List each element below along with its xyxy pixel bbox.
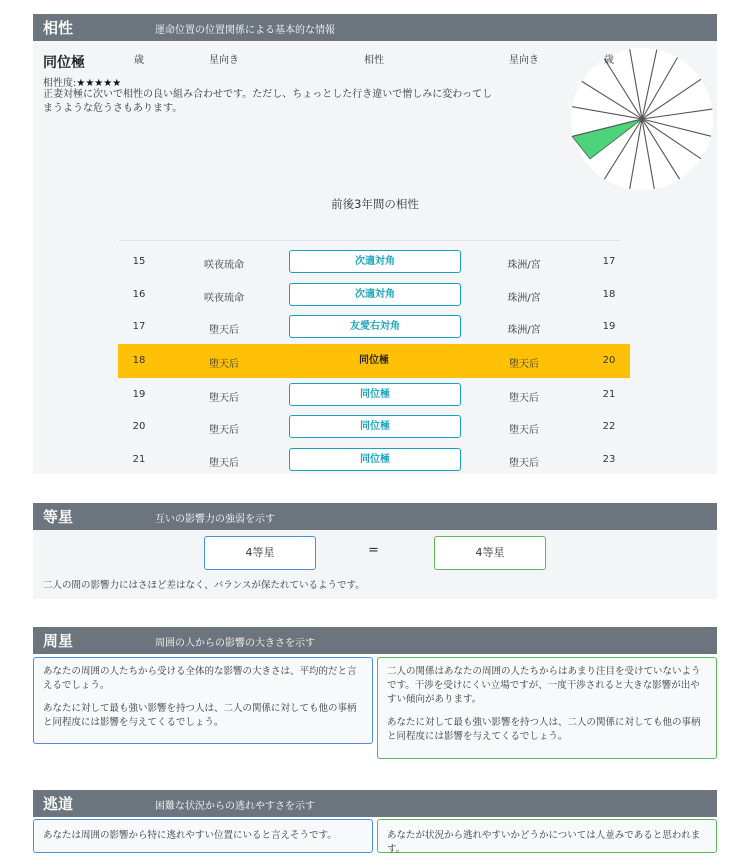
star-left: 咲夜琉命 xyxy=(204,293,244,304)
match-button[interactable]: 同位極 xyxy=(289,415,461,438)
table-caption: 前後3年間の相性 xyxy=(331,197,419,211)
age-left: 17 xyxy=(132,321,146,332)
star-right: 堕天后 xyxy=(509,393,539,404)
right-magnitude-box: 4等星 xyxy=(434,536,546,570)
tonso-left-card xyxy=(33,819,373,853)
shusei-right-paragraph: あなたに対して最も強い影響を持つ人は、二人の関係に対しても他の事柄と同程度には影響を与えてくるでしょう。 xyxy=(387,717,701,742)
result-title: 同位極 xyxy=(43,55,85,71)
star-left: 堕天后 xyxy=(209,425,239,436)
star-left: 堕天后 xyxy=(209,393,239,404)
rating-stars: ★★★★★ xyxy=(76,78,122,89)
header-star-left: 星向き xyxy=(209,55,239,66)
match-current: 同位極 xyxy=(359,355,389,366)
shusei-description: 周囲の人からの影響の大きさを示す xyxy=(155,638,315,649)
table-row xyxy=(119,379,631,411)
tonso-description: 困難な状況からの逃れやすさを示す xyxy=(155,801,315,812)
age-right: 23 xyxy=(602,454,616,465)
star-position-pie xyxy=(571,46,713,192)
tonso-left-text: あなたは周囲の影響から特に逃れやすい位置にいると言えそうです。 xyxy=(43,830,337,841)
age-right: 22 xyxy=(602,421,616,432)
age-left: 16 xyxy=(132,289,146,300)
tonso-right-text: あなたが状況から逃れやすいかどうかについては人並みであると思われます。 xyxy=(387,830,701,855)
match-button[interactable]: 次適対角 xyxy=(289,283,461,306)
header-match: 相性 xyxy=(364,55,384,66)
tonso-header xyxy=(33,790,717,817)
tousei-header xyxy=(33,503,717,530)
age-right: 18 xyxy=(602,289,616,300)
age-left: 21 xyxy=(132,454,146,465)
age-right: 19 xyxy=(602,321,616,332)
star-right: 堕天后 xyxy=(509,425,539,436)
age-left: 19 xyxy=(132,389,146,400)
left-magnitude-box: 4等星 xyxy=(204,536,316,570)
table-row xyxy=(119,411,631,443)
table-row xyxy=(119,246,631,278)
compat-panel xyxy=(33,41,717,474)
table-row xyxy=(119,311,631,343)
match-button[interactable]: 同位極 xyxy=(289,383,461,406)
rating-label: 相性度: xyxy=(43,78,77,89)
result-description: 正妻対極に次いで相性の良い組み合わせです。ただし、ちょっとした行き違いで憎しみに変わってしまうような危うさもあります。 xyxy=(43,89,493,114)
match-button[interactable]: 友愛右対角 xyxy=(289,315,461,338)
compat-header xyxy=(33,14,717,41)
header-age-left: 歳 xyxy=(134,55,144,66)
equal-sign: = xyxy=(368,543,379,558)
shusei-header xyxy=(33,627,717,654)
match-button[interactable]: 次適対角 xyxy=(289,250,461,273)
star-right: 珠洲/宮 xyxy=(507,293,541,304)
star-left: 堕天后 xyxy=(209,325,239,336)
table-row xyxy=(119,279,631,311)
star-left: 堕天后 xyxy=(209,359,239,370)
table-row xyxy=(119,444,631,476)
tonso-right-card xyxy=(377,819,717,853)
shusei-right-card xyxy=(377,657,717,759)
tousei-text: 二人の間の影響力にはさほど差はなく、バランスが保たれているようです。 xyxy=(43,580,365,591)
age-right: 20 xyxy=(602,355,616,366)
age-left: 15 xyxy=(132,256,146,267)
tousei-title: 等星 xyxy=(43,508,74,526)
shusei-left-card xyxy=(33,657,373,744)
rating xyxy=(43,74,121,89)
shusei-title: 周星 xyxy=(43,632,74,650)
star-left: 堕天后 xyxy=(209,458,239,469)
tousei-panel xyxy=(33,530,717,599)
compat-description: 運命位置の位置関係による基本的な情報 xyxy=(155,25,335,36)
star-right: 堕天后 xyxy=(509,359,539,370)
tousei-description: 互いの影響力の強弱を示す xyxy=(155,514,275,525)
star-right: 珠洲/宮 xyxy=(507,325,541,336)
star-left: 咲夜琉命 xyxy=(204,260,244,271)
match-button[interactable]: 同位極 xyxy=(289,448,461,471)
star-right: 堕天后 xyxy=(509,458,539,469)
age-left: 18 xyxy=(132,355,146,366)
star-right: 珠洲/宮 xyxy=(507,260,541,271)
shusei-left-paragraph: あなたに対して最も強い影響を持つ人は、二人の関係に対しても他の事柄と同程度には影響を与えてくるでしょう。 xyxy=(43,703,357,728)
header-star-right: 星向き xyxy=(509,55,539,66)
shusei-left-paragraph: あなたの周囲の人たちから受ける全体的な影響の大きさは、平均的だと言えるでしょう。 xyxy=(43,666,357,691)
header-age-right: 歳 xyxy=(604,55,614,66)
age-right: 17 xyxy=(602,256,616,267)
age-right: 21 xyxy=(602,389,616,400)
compat-title: 相性 xyxy=(43,19,74,37)
tonso-title: 逃道 xyxy=(43,795,74,813)
shusei-right-paragraph: 二人の関係はあなたの周囲の人たちからはあまり注目を受けていないようです。干渉を受けにくい立場ですが、一度干渉されると大きな影響が出やすい傾向があります。 xyxy=(387,666,701,705)
table-divider xyxy=(119,240,621,241)
age-left: 20 xyxy=(132,421,146,432)
table-row-current xyxy=(118,344,630,378)
